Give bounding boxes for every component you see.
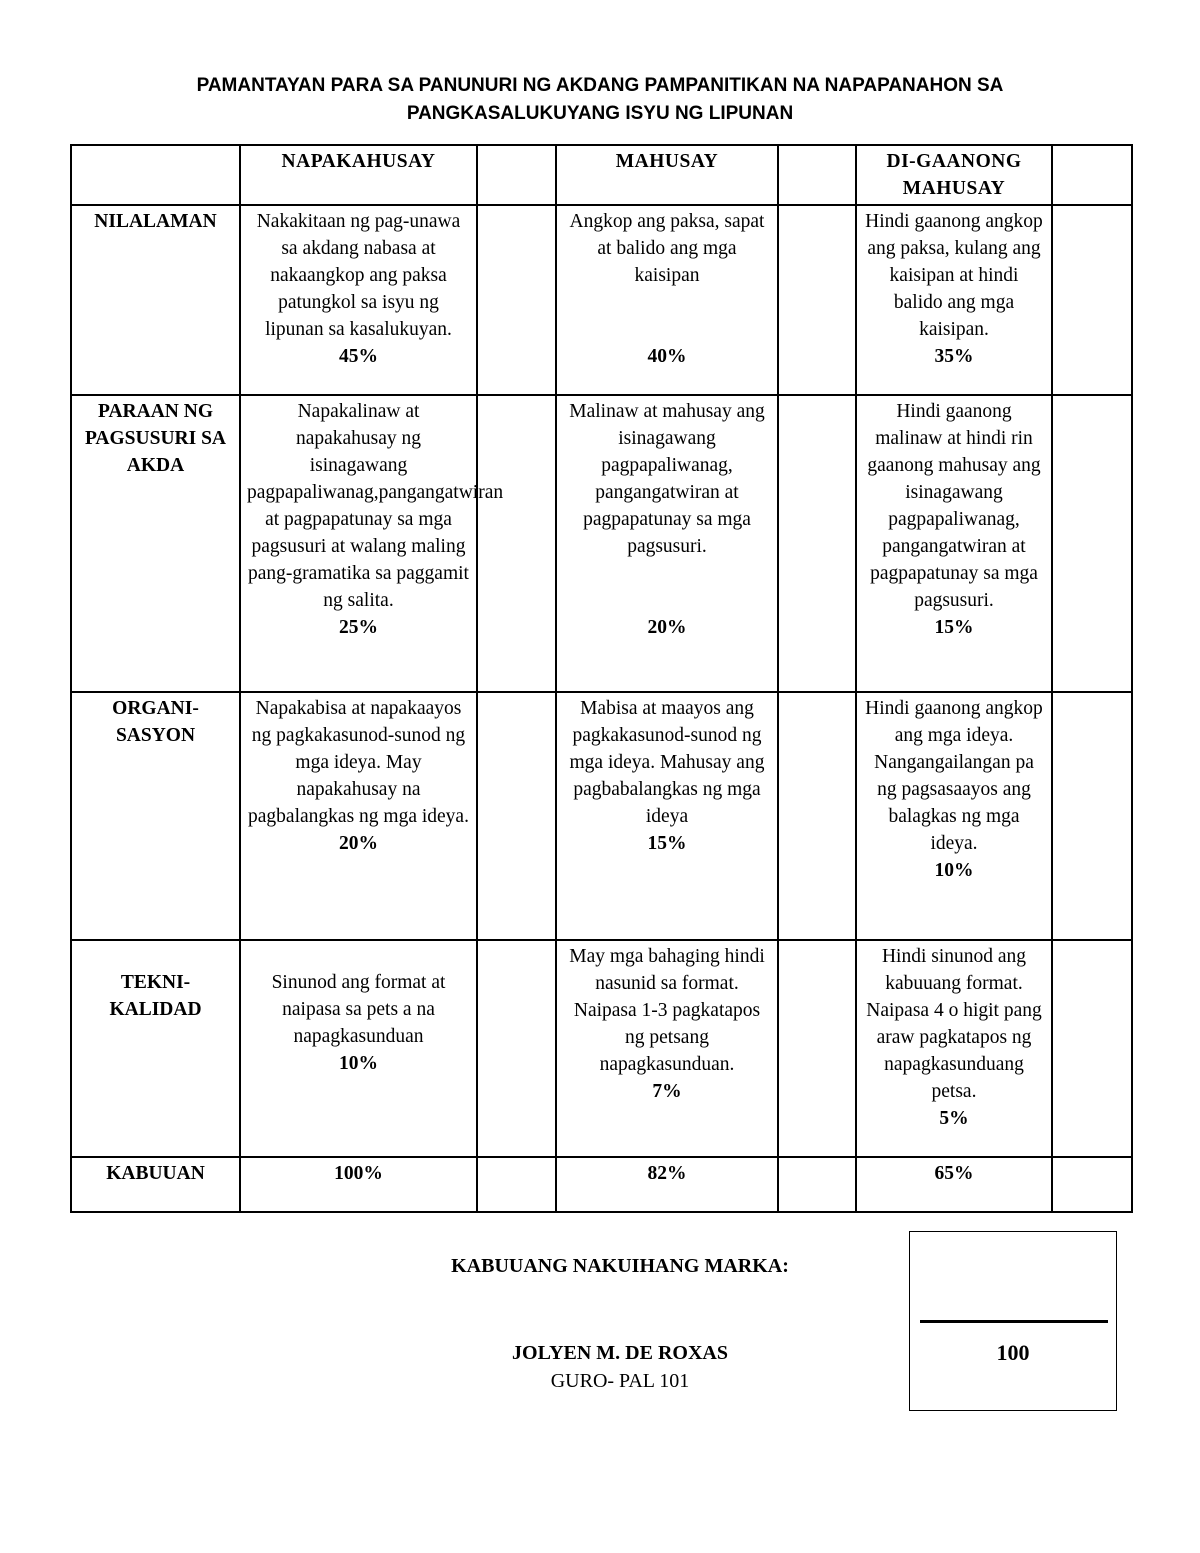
cell-di-gaanong xyxy=(856,940,1052,1157)
table-row xyxy=(71,940,1132,1157)
cell-percent: 45% xyxy=(339,346,378,367)
cell-percent: 15% xyxy=(934,617,974,638)
score-box[interactable] xyxy=(909,1231,1117,1411)
cell-percent: 25% xyxy=(339,617,378,638)
total-napakahusay: 100% xyxy=(240,1157,477,1212)
score-cell[interactable] xyxy=(1052,205,1132,395)
cell-description: Nakakitaan ng pag-unawa sa akdang nabasa at nakaangkop ang paksa patungkol sa isyu ng lipunan sa kasalukuyan. xyxy=(256,211,461,340)
score-divider-line xyxy=(920,1320,1108,1323)
criterion-paraan-ng-pagsusuri: PARAAN NG PAGSUSURI SA AKDA xyxy=(71,395,240,692)
score-cell[interactable] xyxy=(477,1157,556,1212)
cell-percent: 10% xyxy=(934,860,974,881)
cell-di-gaanong xyxy=(856,395,1052,692)
title-line-2: PANGKASALUKUYANG ISYU NG LIPUNAN xyxy=(406,103,794,124)
cell-mahusay xyxy=(556,692,778,940)
cell-description: Mabisa at maayos ang pagkakasunod-sunod ng mga ideya. Mahusay ang pagbabalangkas ng mga ideya xyxy=(569,698,765,827)
score-cell[interactable] xyxy=(1052,940,1132,1157)
criterion-organisasyon: ORGANI-SASYON xyxy=(71,692,240,940)
table-row xyxy=(71,692,1132,940)
total-row xyxy=(71,1157,1132,1212)
header-row xyxy=(71,145,1132,205)
score-cell[interactable] xyxy=(778,1157,856,1212)
cell-napakahusay xyxy=(240,395,504,692)
cell-percent: 35% xyxy=(934,346,974,367)
score-cell[interactable] xyxy=(477,205,556,395)
cell-percent: 40% xyxy=(647,346,687,367)
cell-percent: 15% xyxy=(647,833,687,854)
cell-mahusay xyxy=(556,205,778,395)
total-label: KABUUAN xyxy=(71,1157,240,1212)
teacher-name: JOLYEN M. DE ROXAS xyxy=(512,1342,728,1364)
cell-percent: 5% xyxy=(939,1108,969,1129)
spacer xyxy=(563,560,771,614)
total-mahusay: 82% xyxy=(556,1157,778,1212)
score-cell[interactable] xyxy=(1052,395,1132,692)
score-cell[interactable] xyxy=(1052,1157,1132,1212)
title-line-1: PAMANTAYAN PARA SA PANUNURI NG AKDANG PAMPANITIKAN NA NAPAPANAHON SA xyxy=(196,75,1004,96)
cell-mahusay xyxy=(556,395,778,692)
cell-description: Napakabisa at napakaayos ng pagkakasunod-sunod ng mga ideya. May napakahusay na pagbalangkas ng mga ideya. xyxy=(248,698,469,827)
cell-di-gaanong xyxy=(856,692,1052,940)
cell-napakahusay xyxy=(240,205,477,395)
header-score-col-1 xyxy=(477,145,556,205)
score-cell[interactable] xyxy=(778,940,856,1157)
score-denominator: 100 xyxy=(996,1340,1030,1365)
cell-percent: 7% xyxy=(652,1081,682,1102)
criterion-teknikalidad: TEKNI-KALIDAD xyxy=(71,940,240,1157)
score-cell[interactable] xyxy=(778,395,856,692)
cell-napakahusay xyxy=(240,940,477,1157)
spacer xyxy=(563,289,771,343)
header-score-col-3 xyxy=(1052,145,1132,205)
header-di-gaanong-mahusay: DI-GAANONG MAHUSAY xyxy=(856,145,1052,205)
header-napakahusay: NAPAKAHUSAY xyxy=(240,145,477,205)
total-score-label: KABUUANG NAKUIHANG MARKA: xyxy=(451,1255,789,1277)
cell-description: Hindi gaanong angkop ang paksa, kulang ang kaisipan at hindi balido ang mga kaisipan. xyxy=(865,211,1043,340)
score-cell[interactable] xyxy=(778,205,856,395)
criterion-nilalaman: NILALAMAN xyxy=(71,205,240,395)
rubric-table xyxy=(70,144,1133,1213)
cell-di-gaanong xyxy=(856,205,1052,395)
score-cell[interactable] xyxy=(477,940,556,1157)
cell-description: Hindi gaanong angkop ang mga ideya. Nangangailangan pa ng pagsasaayos ang balagkas ng mga ideya. xyxy=(865,698,1043,854)
table-row xyxy=(71,395,1132,692)
score-cell[interactable] xyxy=(778,692,856,940)
cell-description: Hindi gaanong malinaw at hindi rin gaanong mahusay ang isinagawang pagpapaliwanag, pangangatwiran at pagpapatunay sa mga pagsusuri. xyxy=(867,401,1041,611)
table-row xyxy=(71,205,1132,395)
document-title xyxy=(70,72,1130,128)
header-score-col-2 xyxy=(778,145,856,205)
cell-percent: 20% xyxy=(339,833,378,854)
cell-description: Napakalinaw at napakahusay ng isinagawang pagpapaliwanag,pangangatwiran at pagpapatunay sa mga pagsusuri at walang maling pang-gramatika sa paggamit ng salita. xyxy=(247,401,504,611)
total-di-gaanong: 65% xyxy=(856,1157,1052,1212)
cell-napakahusay xyxy=(240,692,477,940)
cell-percent: 20% xyxy=(647,617,687,638)
score-cell[interactable] xyxy=(1052,692,1132,940)
score-cell[interactable] xyxy=(477,692,556,940)
score-cell[interactable] xyxy=(477,395,556,692)
cell-description: May mga bahaging hindi nasunid sa format. Naipasa 1-3 pagkatapos ng petsang napagkasunduan. xyxy=(569,946,765,1075)
header-mahusay: MAHUSAY xyxy=(556,145,778,205)
cell-mahusay xyxy=(556,940,778,1157)
cell-description: Sinunod ang format at naipasa sa pets a na napagkasunduan xyxy=(271,972,446,1047)
cell-percent: 10% xyxy=(339,1053,378,1074)
teacher-role: GURO- PAL 101 xyxy=(550,1370,690,1392)
header-cell-empty xyxy=(71,145,240,205)
cell-description: Angkop ang paksa, sapat at balido ang mga kaisipan xyxy=(569,211,765,286)
cell-description: Malinaw at mahusay ang isinagawang pagpapaliwanag, pangangatwiran at pagpapatunay sa mga pagsusuri. xyxy=(569,401,765,557)
cell-description: Hindi sinunod ang kabuuang format. Naipasa 4 o higit pang araw pagkatapos ng napagkasunduang petsa. xyxy=(866,946,1042,1102)
